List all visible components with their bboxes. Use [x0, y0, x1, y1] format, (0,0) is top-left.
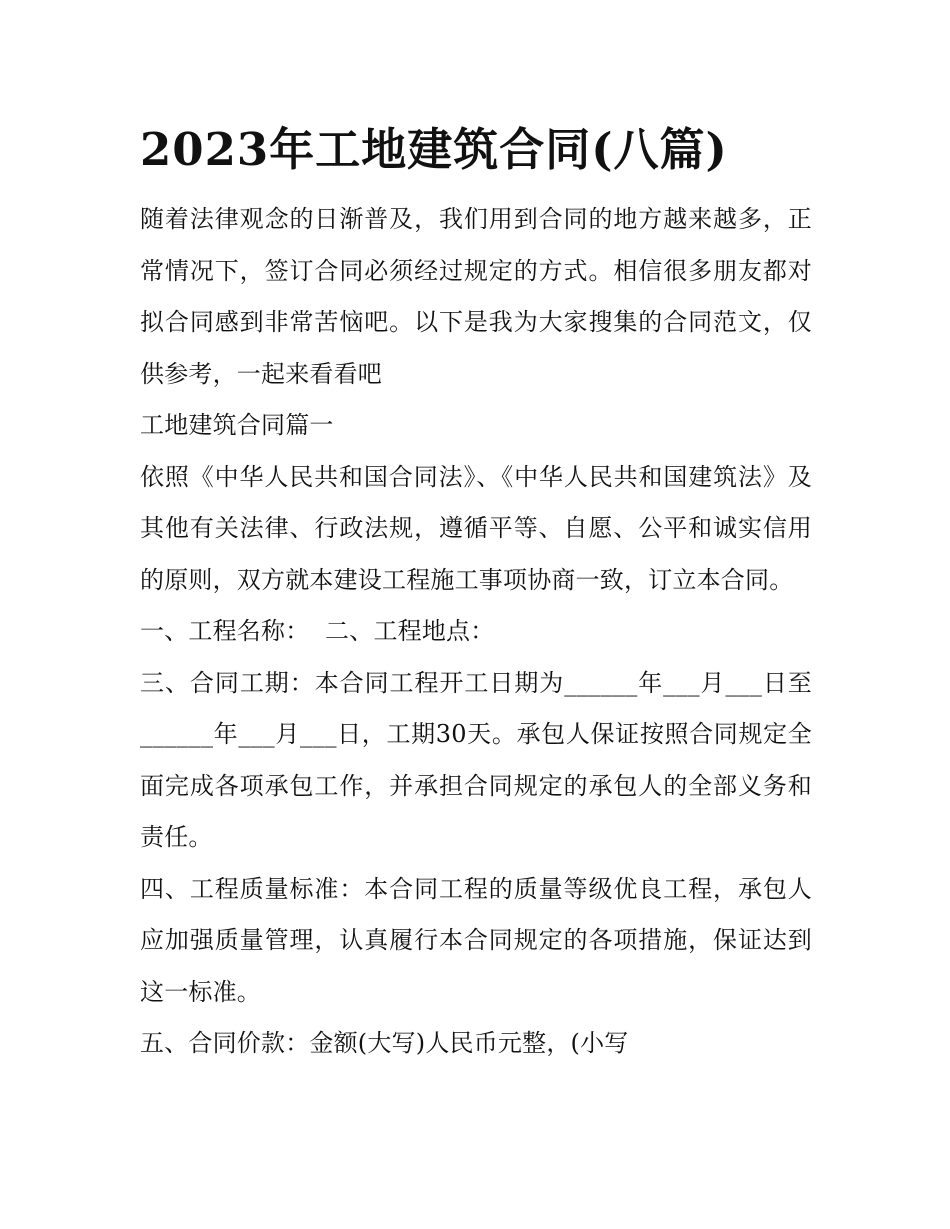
clause-contract-period: 三、合同工期：本合同工程开工日期为______年___月___日至______年___月___日，工期30天。承包人保证按照合同规定全面完成各项承包工作，并承担合同规定的承包人的全部义务和责任。 [140, 668, 812, 851]
document-title: 2023年工地建筑合同(八篇) [140, 123, 728, 176]
section-heading: 工地建筑合同篇一 [140, 411, 334, 439]
clause-contract-price: 五、合同价款：金额(大写)人民币元整，(小写 [140, 1029, 629, 1057]
document-page [140, 118, 812, 1070]
clause-project-name-location: 一、工程名称： 二、工程地点： [140, 617, 495, 645]
clause-quality-standard: 四、工程质量标准：本合同工程的质量等级优良工程，承包人应加强质量管理，认真履行本合同规定的各项措施，保证达到这一标准。 [140, 874, 812, 1006]
intro-paragraph: 随着法律观念的日渐普及，我们用到合同的地方越来越多，正常情况下，签订合同必须经过规定的方式。相信很多朋友都对拟合同感到非常苦恼吧。以下是我为大家搜集的合同范文，仅供参考，一起来看看吧 [140, 205, 812, 388]
contract-preamble: 依照《中华人民共和国合同法》、《中华人民共和国建筑法》及其他有关法律、行政法规，遵循平等、自愿、公平和诚实信用的原则，双方就本建设工程施工事项协商一致，订立本合同。 [140, 462, 812, 594]
